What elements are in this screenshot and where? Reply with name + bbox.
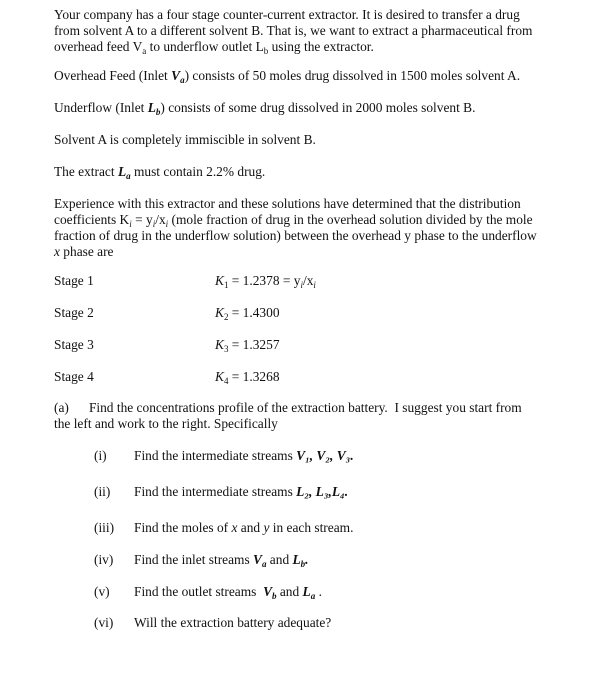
stage-3-coefficient [215,337,280,353]
experience-line-2-sub1: i [129,219,132,229]
item-iv [94,552,574,568]
extract-after: must contain 2.2% drug. [130,164,266,179]
intro-line-1: Your company has a four stage counter-current extractor. It is desired to transfer a drug [54,7,520,22]
stage-1-value: = 1.2378 = y [228,273,301,288]
stage-2-coefficient [215,305,280,321]
stage-1-x-sub: i [313,280,316,290]
item-iv-symbol-1-sub: a [261,559,267,569]
stage-row-3 [54,337,579,353]
stage-2-k-sub: 2 [223,312,229,322]
item-iii [94,520,574,536]
experience-line-4 [54,244,579,260]
item-iii-x: x [231,520,238,535]
experience-line-2 [54,212,579,228]
item-i-text-a: Find the intermediate streams [134,448,297,463]
item-v-text [134,584,322,600]
item-i-text [134,448,354,464]
item-v-and: and [276,584,303,599]
stage-4-k: K [215,369,224,384]
item-v-number: (v) [94,584,110,599]
part-a-line-1: (a) Find the concentrations profile of the extraction battery. I suggest you start from [54,400,522,415]
stage-4-coefficient [215,369,280,385]
stage-2-k: K [215,305,224,320]
item-iv-end: . [305,552,309,567]
stage-1-coefficient [215,273,316,289]
stage-4-k-sub: 4 [223,376,229,386]
item-vi [94,615,574,631]
underflow-after: ) consists of some drug dissolved in 2000 moles solvent B. [160,100,476,115]
experience-line-1: Experience with this extractor and these solutions have determined that the distribution [54,196,521,211]
intro-line-3-a: overhead feed V [54,39,143,54]
item-iii-number: (iii) [94,520,115,535]
stage-1-k: K [215,273,224,288]
item-ii [94,484,574,500]
stage-1-tail: /x [302,273,314,288]
item-iii-y: y [263,520,270,535]
feed-after: ) consists of 50 moles drug dissolved in 1500 moles solvent A. [184,68,521,83]
extract-symbol: L [117,164,127,179]
stage-2-label: Stage 2 [54,305,94,320]
underflow-statement [54,100,579,116]
item-vi-number: (vi) [94,615,114,630]
item-iv-symbol-2-sub: b [300,559,306,569]
item-v-text-a: Find the outlet streams [134,584,264,599]
feed-before: Overhead Feed (Inlet [54,68,172,83]
item-i-number: (i) [94,448,107,463]
item-v-symbol-2-sub: a [310,591,316,601]
item-iii-text-a: Find the moles of [134,520,232,535]
intro-line-3-sub2: b [263,46,269,56]
experience-paragraph [54,196,579,260]
stage-3-value: = 1.3257 [228,337,280,352]
extract-before: The extract [54,164,118,179]
item-iii-text [134,520,353,536]
experience-line-2-sub3: i [165,219,169,229]
stage-2-value: = 1.4300 [228,305,280,320]
item-iv-number: (iv) [94,552,114,567]
item-vi-text: Will the extraction battery adequate? [134,615,332,630]
item-i-symbols: V₁, V₂, V₃. [296,448,354,463]
experience-line-3: fraction of drug in the underflow solution) between the overhead y phase to the underflow [54,228,537,243]
item-iii-text-c: in each stream. [269,520,354,535]
item-v-symbol-1: V [263,584,272,599]
stage-1-k-sub: 1 [223,280,229,290]
experience-line-2-sub2: i [152,219,156,229]
item-iv-text [134,552,309,568]
feed-statement [54,68,579,84]
item-ii-symbols: L₂, L₃,L₄. [296,484,349,499]
extract-sub: a [126,171,131,181]
item-iv-symbol-2: L [292,552,301,567]
intro-line-3-c: using the extractor. [268,39,374,54]
stage-3-label: Stage 3 [54,337,94,352]
item-i [94,448,574,464]
experience-line-4-rest: phase are [59,244,114,259]
experience-line-4-x: x [54,244,60,259]
intro-line-3-b: to underflow outlet L [146,39,264,54]
underflow-sub: b [155,107,161,117]
part-a-line-2: the left and work to the right. Specifically [54,416,278,431]
item-v [94,584,574,600]
item-ii-text [134,484,348,500]
experience-line-2-b: = y [131,212,153,227]
stage-1-y-sub: i [300,280,303,290]
stage-row-4 [54,369,579,385]
item-iii-text-b: and [237,520,264,535]
part-a-paragraph [54,400,579,432]
underflow-before: Underflow (Inlet [54,100,148,115]
feed-symbol: V [171,68,181,83]
item-iv-and: and [266,552,293,567]
stage-4-value: = 1.3268 [228,369,280,384]
item-v-symbol-1-sub: b [272,591,277,601]
experience-line-2-a: coefficients K [54,212,130,227]
item-ii-number: (ii) [94,484,111,499]
intro-paragraph [54,7,579,55]
stage-row-2 [54,305,579,321]
feed-sub: a [180,75,185,85]
stage-3-k-sub: 3 [223,344,229,354]
experience-line-2-d: (mole fraction of drug in the overhead solution divided by the mole [168,212,533,227]
intro-line-3-sub: a [142,46,147,56]
item-ii-text-a: Find the intermediate streams [134,484,297,499]
extract-statement [54,164,579,180]
immiscible-statement: Solvent A is completely immiscible in solvent B. [54,132,316,147]
item-iv-text-a: Find the inlet streams [134,552,254,567]
stage-row-1 [54,273,579,289]
intro-line-3 [54,39,579,55]
stage-4-label: Stage 4 [54,369,94,384]
experience-line-2-c: /x [155,212,166,227]
item-v-end: . [315,584,322,599]
item-v-symbol-2: L [302,584,311,599]
stage-1-label: Stage 1 [54,273,94,288]
item-iv-symbol-1: V [253,552,262,567]
intro-line-2: from solvent A to a different solvent B. That is, we want to extract a pharmaceutical from [54,23,533,38]
underflow-symbol: L [147,100,156,115]
stage-3-k: K [215,337,224,352]
